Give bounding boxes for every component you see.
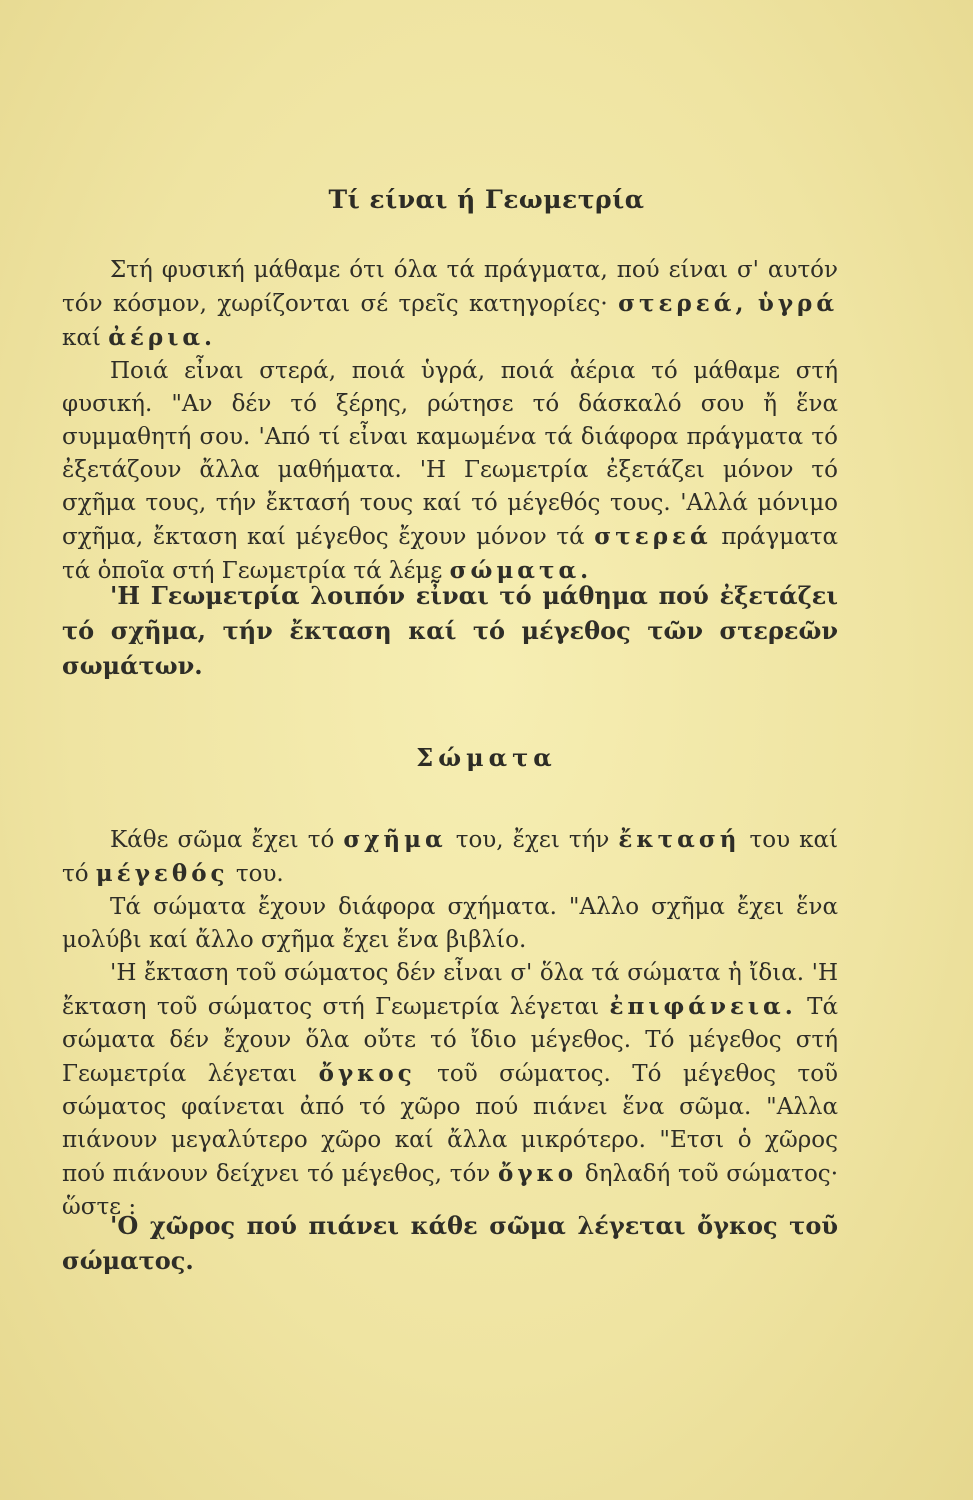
section-heading-somata: Σώματα [416, 743, 557, 772]
text-span: Τά σώματα δέν ἔχουν ὅλα οὔτε τό ἴδιο μέγεθος. Τό μέγεθος στή Γεωμετρία λέγεται [62, 994, 839, 1087]
term-megethos: μέγεθός [95, 860, 229, 887]
term-ygra: ὑγρά [757, 290, 839, 317]
definition-geometry: 'Η Γεωμετρία λοιπόν εἶναι τό μάθημα πού ἐξετάζει τό σχῆμα, τήν ἔκταση καί τό μέγεθος τῶν στερεῶν σωμάτων. [62, 581, 838, 680]
definition-geometry-block [62, 578, 838, 683]
term-sterea-2: στερεά [594, 523, 712, 550]
text-span: Στή φυσική μάθαμε ότι όλα τά πράγματα, πού είναι σ' αυτόν τόν κόσμον, χωρίζονται σέ τρεῖς κατηγορίες· [62, 257, 838, 317]
term-ogkos: ὄγκος [318, 1060, 416, 1087]
page-title: Τί είναι ή Γεωμετρία [328, 185, 645, 214]
term-aeria: ἀέρια. [108, 324, 217, 351]
term-epifaneia: ἐπιφάνεια. [609, 993, 797, 1020]
text-span: του, ἔχει τήν [455, 827, 610, 853]
text-span: καί [62, 325, 101, 351]
intro-section [62, 254, 838, 588]
text-span: δηλαδή τοῦ σώματος· ὥστε : [62, 1161, 839, 1220]
definition-volume: 'Ο χῶρος πού πιάνει κάθε σῶμα λέγεται ὄγκος τοῦ σώματος. [62, 1211, 838, 1275]
text-span: πράγματα τά ὁποῖα στή Γεωμετρία τά λέμε [62, 524, 839, 584]
text-span: Ποιά εἶναι στερά, ποιά ὑγρά, ποιά ἀέρια τό μάθαμε στή φυσική. "Αν δέν τό ξέρης, ρώτησε τό δάσκαλό σου ἤ ἕνα συμμαθητή σου. 'Από τί εἶναι καμωμένα τά διάφορα πράγματα τό ἐξετάζουν ἄλλα μαθήματα. 'Η Γεωμετρία ἐξετάζει μόνον τό σχῆμα τους, τήν ἔκτασή τους καί τό μέγεθός τους. 'Αλλά μόνιμο σχῆμα, ἔκταση καί μέγεθος ἔχουν μόνον τά [62, 358, 838, 550]
term-ektasi: ἔκτασή [618, 826, 741, 853]
term-somata: σώματα. [449, 557, 593, 584]
paragraph-categories [62, 254, 838, 355]
somata-section [62, 823, 838, 1224]
paragraph-surface-volume [62, 957, 838, 1224]
paragraph-properties [62, 823, 838, 891]
term-schima: σχῆμα [343, 826, 447, 853]
text-span: 'Η ἔκταση τοῦ σώματος δέν εἶναι σ' ὅλα τά σώματα ἡ ἴδια. 'Η ἔκταση τοῦ σώματος στή Γεωμετρία λέγεται [62, 960, 838, 1020]
term-sterea: στερεά, [618, 290, 748, 317]
text-span: του καί τό [62, 827, 839, 887]
text-span: Κάθε σῶμα ἔχει τό [110, 827, 335, 853]
text-span: τοῦ σώματος. Τό μέγεθος τοῦ σώματος φαίνεται ἀπό τό χῶρο πού πιάνει ἕνα σῶμα. "Αλλα πιάνουν μεγαλύτερο χῶρο καί ἄλλα μικρότερο. "Ετσι ὁ χῶρος πού πιάνουν δείχνει τό μέγεθος, τόν [62, 1061, 839, 1187]
definition-volume-block [62, 1208, 838, 1278]
paragraph-geometry-scope [62, 355, 838, 588]
text-span: του. [235, 861, 284, 887]
term-ogko: ὄγκο [498, 1160, 578, 1187]
paragraph-shapes: Τά σώματα ἔχουν διάφορα σχήματα. "Αλλο σχῆμα ἔχει ἕνα μολύβι καί ἄλλο σχῆμα ἔχει ἕνα βιβλίο. [62, 894, 838, 953]
